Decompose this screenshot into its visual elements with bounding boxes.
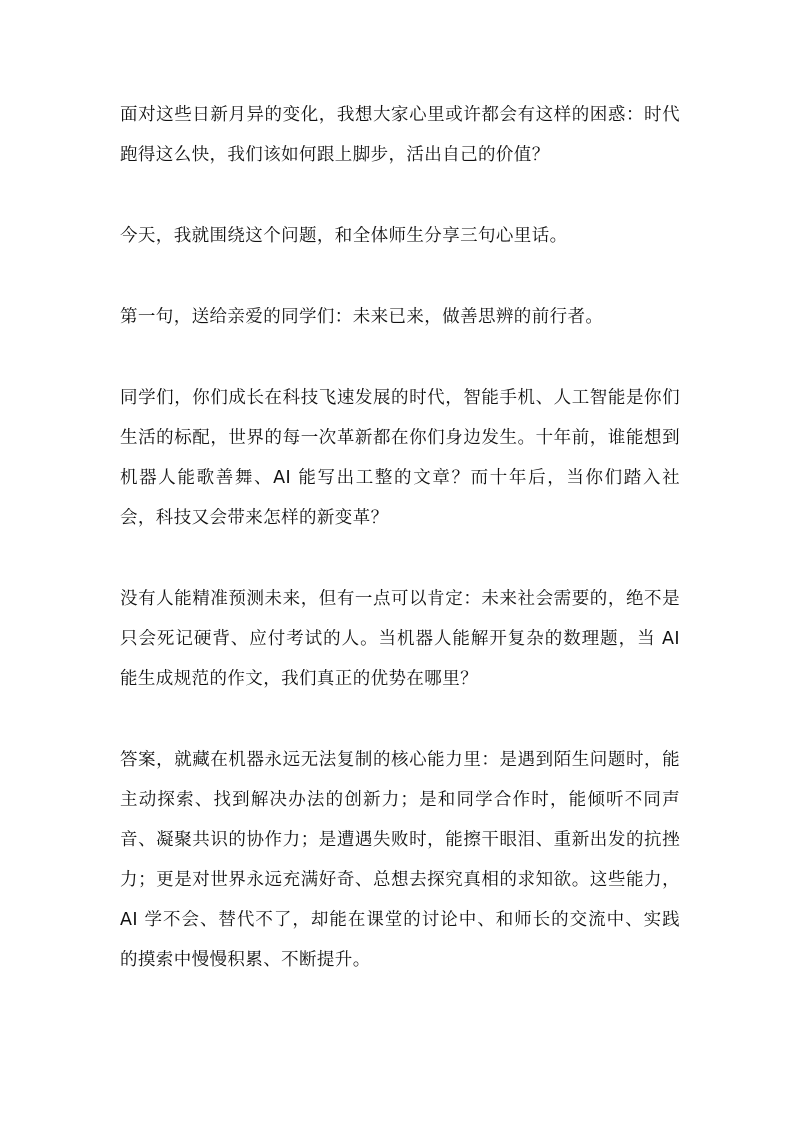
paragraph-confusion: 面对这些日新月异的变化，我想大家心里或许都会有这样的困惑：时代跑得这么快，我们该如何跟上脚步，活出自己的价值？ — [120, 105, 680, 165]
paragraph-first-point: 第一句，送给亲爱的同学们：未来已来，做善思辨的前行者。 — [120, 307, 604, 327]
document-body — [120, 95, 680, 1021]
paragraph-intro: 今天，我就围绕这个问题，和全体师生分享三句心里话。 — [120, 226, 568, 246]
paragraph-tech-era: 同学们，你们成长在科技飞速发展的时代，智能手机、人工智能是你们生活的标配，世界的每一次革新都在你们身边发生。十年前，谁能想到机器人能歌善舞、AI 能写出工整的文章？而十年后，当你们踏入社会，科技又会带来怎样的新变革？ — [120, 388, 680, 528]
paragraph-future-needs: 没有人能精准预测未来，但有一点可以肯定：未来社会需要的，绝不是只会死记硬背、应付考试的人。当机器人能解开复杂的数理题，当 AI 能生成规范的作文，我们真正的优势在哪里？ — [120, 589, 680, 689]
paragraph-core-abilities: 答案，就藏在机器永远无法复制的核心能力里：是遇到陌生问题时，能主动探索、找到解决办法的创新力；是和同学合作时，能倾听不同声音、凝聚共识的协作力；是遭遇失败时，能擦干眼泪、重新出发的抗挫力；更是对世界永远充满好奇、总想去探究真相的求知欲。这些能力，AI 学不会、替代不了，却能在课堂的讨论中、和师长的交流中、实践的摸索中慢慢积累、不断提升。 — [120, 750, 680, 970]
